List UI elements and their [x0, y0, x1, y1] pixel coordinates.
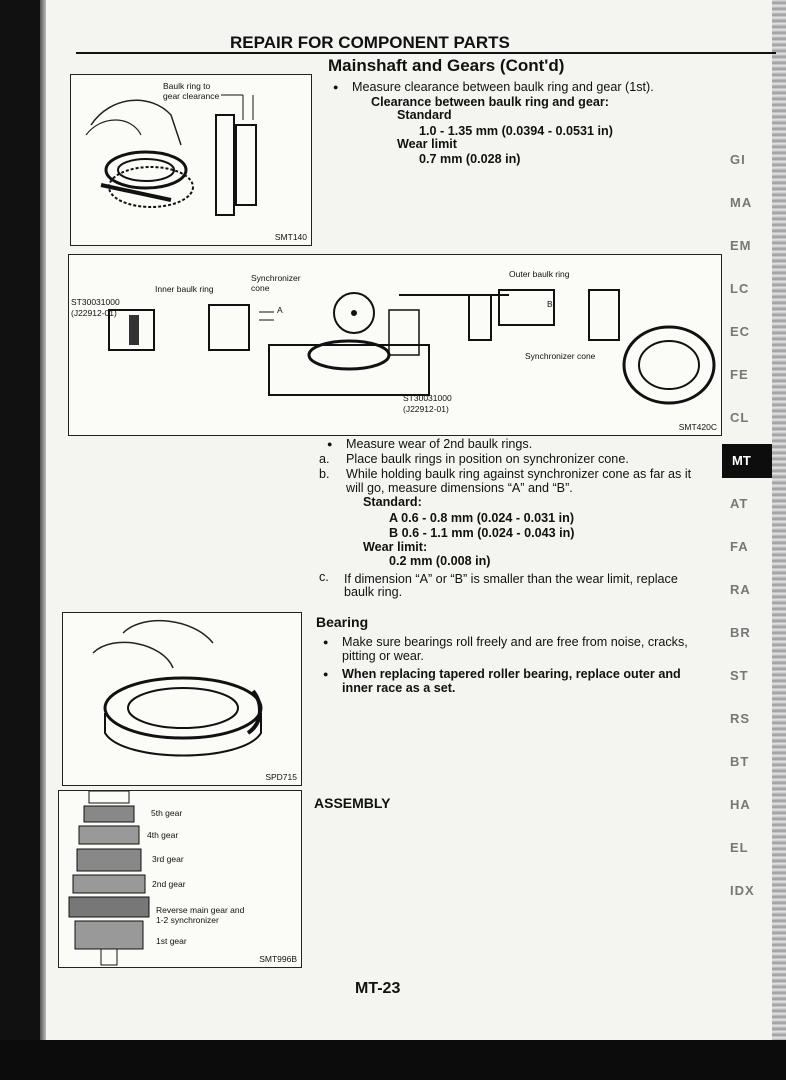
standard-a-value: A 0.6 - 0.8 mm (0.024 - 0.031 in) — [389, 511, 575, 525]
clearance-heading: Clearance between baulk ring and gear: — [371, 95, 609, 109]
clearance-bullet: ● Measure clearance between baulk ring and gear (1st). — [352, 80, 654, 95]
figure-baulk-clearance — [70, 74, 312, 246]
step-c-text: If dimension “A” or “B” is smaller than the wear limit, replace — [344, 572, 678, 586]
figure-code: SMT996B — [259, 954, 297, 964]
wear-limit-label: Wear limit — [397, 137, 457, 151]
bearing-illustration — [63, 613, 301, 785]
gear-label: 3rd gear — [152, 854, 184, 864]
page-title: REPAIR FOR COMPONENT PARTS — [230, 33, 510, 52]
figure-bearing — [62, 612, 302, 786]
outer-baulk-ring-label: Outer baulk ring — [509, 269, 570, 279]
section-tab-ra[interactable]: RA — [730, 582, 751, 597]
tool-number-label: ST30031000 — [71, 297, 120, 307]
section-tab-at[interactable]: AT — [730, 496, 749, 511]
section-tab-bt[interactable]: BT — [730, 754, 750, 769]
wear-bullet: ● Measure wear of 2nd baulk rings. — [346, 437, 532, 452]
bearing-bullet-cont: pitting or wear. — [342, 649, 424, 663]
step-c-text: baulk ring. — [344, 585, 403, 599]
binding-edge — [40, 0, 46, 1040]
figure-code: SPD715 — [265, 772, 297, 782]
figure-label: Baulk ring to — [163, 81, 211, 91]
step-marker: a. — [319, 452, 330, 466]
step-b-text: will go, measure dimensions “A” and “B”. — [346, 481, 573, 495]
dimension-b-label: B — [547, 299, 553, 309]
synchronizer-cone-label: Synchronizer — [251, 273, 301, 283]
assembly-heading: ASSEMBLY — [314, 795, 391, 811]
dimension-a-label: A — [277, 305, 283, 315]
gear-label: 4th gear — [147, 830, 179, 840]
figure-code: SMT420C — [678, 422, 717, 432]
figure-code: SMT140 — [274, 232, 307, 242]
standard-b-value: B 0.6 - 1.1 mm (0.024 - 0.043 in) — [389, 526, 575, 540]
wear-limit-label: Wear limit: — [363, 540, 428, 554]
section-tab-idx[interactable]: IDX — [730, 883, 755, 898]
section-tab-fe[interactable]: FE — [730, 367, 749, 382]
step-b-text: While holding baulk ring against synchronizer cone as far as it — [346, 467, 692, 481]
figure-baulk-wear-measure — [68, 254, 722, 436]
tool-number-label: (J22912-01) — [71, 308, 117, 318]
tool-number-label: (J22912-01) — [403, 404, 449, 414]
page-number: MT-23 — [355, 980, 401, 997]
page-edge-strip — [772, 0, 786, 1040]
wear-limit-value: 0.7 mm (0.028 in) — [419, 152, 521, 166]
step-marker: b. — [319, 467, 330, 481]
synchronizer-cone-label: Synchronizer cone — [525, 351, 596, 361]
synchronizer-cone-label: cone — [251, 283, 270, 293]
section-tab-ma[interactable]: MA — [730, 195, 753, 210]
baulk-wear-illustration — [69, 255, 721, 435]
title-rule — [76, 52, 776, 54]
figure-label: gear clearance — [163, 91, 220, 101]
section-tab-el[interactable]: EL — [730, 840, 749, 855]
bearing-bullet-cont: inner race as a set. — [342, 681, 456, 695]
figure-mainshaft-assembly — [58, 790, 302, 968]
section-tab-br[interactable]: BR — [730, 625, 751, 640]
bearing-bullet: ● Make sure bearings roll freely and are free from noise, cracks, — [342, 635, 688, 650]
standard-label: Standard — [397, 108, 452, 122]
section-tab-fa[interactable]: FA — [730, 539, 749, 554]
gear-label: 5th gear — [151, 808, 183, 818]
section-tab-cl[interactable]: CL — [730, 410, 750, 425]
gear-label: 1-2 synchronizer — [156, 915, 219, 925]
gear-label: 1st gear — [156, 936, 187, 946]
step-a-text: Place baulk rings in position on synchronizer cone. — [346, 452, 629, 466]
inner-baulk-ring-label: Inner baulk ring — [155, 284, 214, 294]
section-tab-ha[interactable]: HA — [730, 797, 751, 812]
section-tab-rs[interactable]: RS — [730, 711, 751, 726]
bearing-bullet: ● When replacing tapered roller bearing, replace outer and — [342, 667, 681, 682]
scan-border — [0, 1040, 786, 1080]
standard-label: Standard: — [363, 495, 422, 509]
section-tab-mt-active[interactable]: MT — [722, 444, 772, 478]
section-tab-st[interactable]: ST — [730, 668, 749, 683]
standard-value: 1.0 - 1.35 mm (0.0394 - 0.0531 in) — [419, 124, 613, 138]
bearing-heading: Bearing — [316, 614, 369, 630]
tool-number-label: ST30031000 — [403, 393, 452, 403]
section-title: Mainshaft and Gears (Cont'd) — [328, 56, 565, 75]
section-tab-gi[interactable]: GI — [730, 152, 746, 167]
gear-label: Reverse main gear and — [156, 905, 245, 915]
step-marker: c. — [319, 570, 329, 584]
section-tab-em[interactable]: EM — [730, 238, 752, 253]
wear-limit-value: 0.2 mm (0.008 in) — [389, 554, 491, 568]
gear-label: 2nd gear — [152, 879, 186, 889]
section-tab-ec[interactable]: EC — [730, 324, 751, 339]
section-tab-lc[interactable]: LC — [730, 281, 750, 296]
